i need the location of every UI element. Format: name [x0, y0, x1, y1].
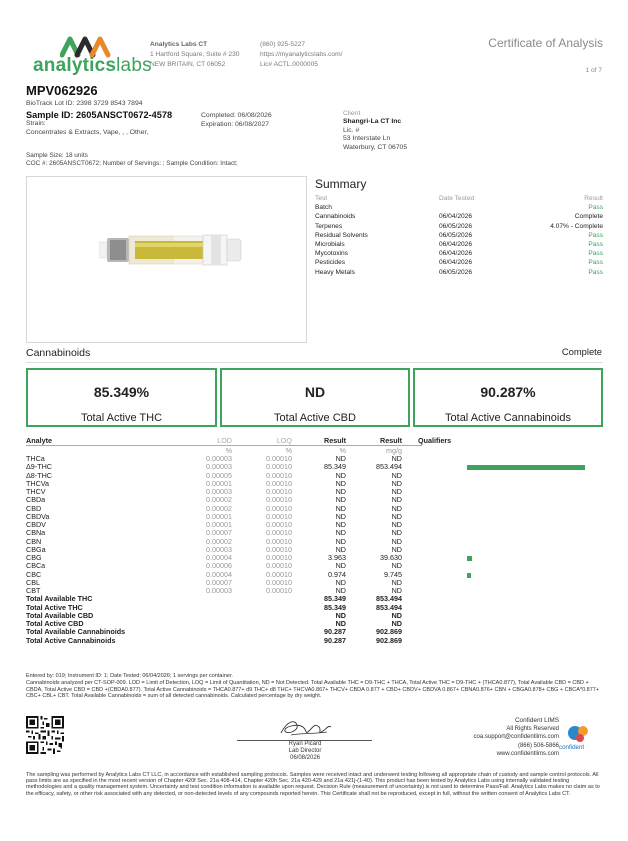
analyte-header-row [26, 436, 606, 445]
analyte-result-percent: ND [335, 470, 346, 480]
analyte-result-mgg: ND [391, 544, 402, 554]
summary-row [315, 249, 603, 258]
summary-test-result: Pass [588, 268, 603, 276]
summary-header-row [315, 194, 603, 203]
lab-name: Analytics Labs CT [150, 41, 208, 48]
analyte-lod [158, 637, 232, 645]
analyte-name: CBT [26, 586, 41, 595]
summary-test-date: 06/04/2026 [439, 240, 473, 248]
analyte-lod [158, 612, 232, 620]
completed-date: Completed: 06/08/2026 [201, 112, 272, 119]
sample-size-block [26, 152, 238, 168]
analyte-loq: 0.00010 [266, 561, 292, 571]
analyte-row [26, 587, 606, 595]
unit-result-percent: % [339, 446, 346, 455]
summary-row [315, 240, 603, 249]
summary-test-name: Mycotoxins [315, 250, 348, 258]
sample-id: Sample ID: 2605ANSCT0672-4578 [26, 110, 173, 120]
analyte-loq: 0.00010 [266, 495, 292, 505]
analyte-row [26, 579, 606, 587]
analyte-row [26, 521, 606, 529]
analyte-table [26, 436, 606, 645]
analyte-name: CBNa [26, 528, 46, 538]
analyte-name: Total Available CBD [26, 610, 94, 620]
vape-cartridge-image [99, 233, 245, 267]
client-block [343, 111, 407, 152]
analyte-result-percent: ND [335, 503, 346, 513]
analyte-lod: 0.00003 [206, 544, 232, 554]
analyte-loq: 0.00010 [266, 553, 292, 562]
analyte-result-percent: ND [335, 619, 346, 628]
summary-col-result: Result [584, 195, 603, 202]
analyte-name: CBG [26, 553, 42, 562]
analyte-loq: 0.00010 [266, 462, 292, 472]
summary-test-name: Microbials [315, 240, 345, 248]
analyte-name: CBGa [26, 544, 46, 554]
analyte-name: CBCa [26, 561, 46, 571]
document-title: Certificate of Analysis [488, 36, 603, 50]
analyte-lod: 0.00003 [206, 454, 232, 463]
analyte-lod: 0.00004 [206, 569, 232, 579]
analyte-name: Δ9-THC [26, 462, 52, 472]
analyte-result-mgg: 853.494 [376, 462, 402, 472]
lims-name: Confident LIMS [514, 717, 559, 724]
qualifier-bar [467, 573, 471, 578]
lab-contact-block [260, 40, 342, 70]
analyte-result-percent: ND [335, 544, 346, 554]
analyte-lod: 0.00007 [206, 577, 232, 587]
analyte-loq: 0.00010 [266, 577, 292, 587]
analyte-name: CBC [26, 569, 42, 579]
analyte-name: Total Active THC [26, 602, 83, 612]
analyte-lod [158, 620, 232, 628]
analyte-row [26, 513, 606, 521]
summary-test-result: 4.07% - Complete [550, 222, 603, 230]
confident-logo-text: confident [559, 744, 585, 751]
client-city: Waterbury, CT 06705 [343, 143, 408, 151]
analyte-loq: 0.00010 [266, 511, 292, 521]
total-active-cannabinoids-value: 90.287% [480, 384, 536, 400]
analyte-lod [158, 628, 232, 636]
analyte-result-percent: 85.349 [324, 602, 346, 612]
strain-label: Strain: [26, 120, 46, 127]
summary-test-result: Pass [588, 259, 603, 267]
analyte-row [26, 529, 606, 537]
analyte-name: CBL [26, 577, 40, 587]
summary-test-result: Complete [574, 213, 603, 221]
analyte-result-mgg: ND [391, 478, 402, 488]
summary-test-result: Pass [588, 250, 603, 258]
analyte-loq: 0.00010 [266, 454, 292, 463]
summary-test-date: 06/05/2026 [439, 222, 473, 230]
analyte-row [26, 488, 606, 496]
analyte-loq: 0.00010 [266, 487, 292, 496]
analyte-name: Δ8-THC [26, 470, 52, 480]
analyte-result-mgg: ND [391, 536, 402, 546]
analyte-lod: 0.00001 [206, 478, 232, 488]
analyte-row [26, 480, 606, 488]
total-active-cbd-value: ND [304, 384, 326, 400]
lims-phone: (866) 506-5866 [517, 742, 559, 749]
summary-test-date: 06/04/2026 [439, 250, 473, 258]
total-active-thc-box [26, 368, 217, 427]
analyte-result-mgg: ND [391, 503, 402, 513]
lab-phone: (860) 925-5227 [260, 41, 306, 48]
lims-block [474, 717, 559, 758]
analyte-loq [232, 595, 292, 603]
analyte-name: THCVa [26, 478, 50, 488]
analyte-loq: 0.00010 [266, 536, 292, 546]
analyte-result-mgg: 902.869 [376, 635, 402, 645]
analyte-lod [158, 604, 232, 612]
analyte-loq [232, 628, 292, 636]
summary-row [315, 222, 603, 231]
client-heading: Client [343, 110, 361, 117]
signature-date: 06/08/2026 [289, 755, 321, 761]
analyte-row [26, 612, 606, 620]
analyte-loq [232, 637, 292, 645]
expiration-date: Expiration: 06/08/2027 [201, 121, 270, 128]
signatory-name: Ryan Picard [288, 741, 322, 747]
total-active-thc-label: Total Active THC [80, 412, 163, 424]
analyte-lod: 0.00002 [206, 536, 232, 546]
analyte-result-mgg: 9.745 [384, 569, 402, 579]
qualifier-bar [467, 465, 585, 470]
analyte-loq: 0.00010 [266, 569, 292, 579]
summary-col-date: Date Tested [439, 195, 475, 202]
analyte-result-mgg: ND [391, 511, 402, 521]
coc-info: COC #: 2605ANSCT0672; Number of Servings: ; Sample Condition: Intact; [26, 160, 238, 167]
col-loq: LOQ [276, 436, 292, 445]
summary-test-date: 06/04/2026 [439, 213, 473, 221]
analyte-lod: 0.00003 [206, 487, 232, 496]
analyte-result-percent: 85.349 [324, 594, 346, 604]
summary-table [315, 194, 603, 277]
unit-loq: % [285, 446, 292, 455]
analyte-result-percent: 90.287 [324, 635, 346, 645]
analyte-result-percent: ND [335, 520, 346, 529]
summary-test-result: Pass [588, 240, 603, 248]
analyte-result-percent: ND [335, 561, 346, 571]
analyte-loq [232, 620, 292, 628]
analyte-result-mgg: 39.630 [380, 553, 402, 562]
analyte-result-mgg: ND [391, 495, 402, 505]
analyte-result-percent: ND [335, 511, 346, 521]
analyte-loq: 0.00010 [266, 478, 292, 488]
analyte-lod: 0.00001 [206, 520, 232, 529]
analyte-result-mgg: ND [391, 610, 402, 620]
analyte-name: CBDVa [26, 511, 50, 521]
analyte-result-percent: ND [335, 610, 346, 620]
summary-test-name: Heavy Metals [315, 268, 355, 276]
unit-lod: % [225, 446, 232, 455]
analyte-result-mgg: 853.494 [376, 602, 402, 612]
analyte-result-mgg: ND [391, 520, 402, 529]
analyte-row [26, 496, 606, 504]
analyte-row [26, 637, 606, 645]
analyte-loq [232, 612, 292, 620]
analyte-row [26, 571, 606, 579]
analyte-name: Total Available Cannabinoids [26, 627, 126, 637]
summary-test-result: Pass [588, 204, 603, 212]
total-active-cbd-label: Total Active CBD [274, 412, 356, 424]
cannabinoids-title: Cannabinoids [26, 347, 91, 359]
analyte-name: THCV [26, 487, 46, 496]
analyte-lod: 0.00002 [206, 495, 232, 505]
summary-test-date: 06/05/2026 [439, 231, 473, 239]
analyte-result-percent: ND [335, 536, 346, 546]
analyte-name: CBD [26, 503, 42, 513]
analyte-result-mgg: ND [391, 577, 402, 587]
cannabinoid-notes: Entered by: 019; Instrument ID: 1; Date Tested: 06/04/2026; 1 servings per container. Cannabinoids analyzed per CT-SOP-009. LOD = Limit of Detection, LOQ = Limit of Quantitation, ND = Not Detected. Total Available THC = D9-THC + THCA, Total Active THC = D9-THC + (THCA0.877), Total Available CBD = CBD + CBDA, Total Active CBD = CBD +(CBDA0.877). Total Active Cannabinoids = THCA0.877+ d9 THC+ d8 THC+ THCVA0.867+ THCV+ CBDA 0.877 + CBD+ CBDV+ CBDVA 0.867+ CBNA0.876+ CBN + CBGA0.878+ CBG + CBCA*0.877+ CBC+ CBL+ CBT. Total Available Cannabinoids = sum of all detected cannabinoids. Calculated percentage by dry weight. [26, 673, 600, 700]
lab-website-link[interactable]: https://myanalyticslabs.com/ [260, 51, 343, 58]
analyte-loq: 0.00010 [266, 503, 292, 513]
analyte-name: THCa [26, 454, 45, 463]
summary-test-result: Pass [588, 231, 603, 239]
summary-test-date: 06/04/2026 [439, 259, 473, 267]
cannabinoids-status: Complete [561, 346, 602, 357]
analyte-name: CBDa [26, 495, 46, 505]
analyte-lod: 0.00005 [206, 470, 232, 480]
summary-col-test: Test [315, 195, 328, 202]
analyte-name: Total Active CBD [26, 619, 84, 628]
analyte-lod: 0.00003 [206, 462, 232, 472]
analyte-result-percent: ND [335, 487, 346, 496]
analyte-units-row [26, 446, 606, 455]
analyte-result-percent: 3.963 [328, 553, 346, 562]
lab-address-block [150, 40, 239, 70]
analyte-row [26, 595, 606, 603]
analyte-lod: 0.00004 [206, 553, 232, 562]
client-name: Shangri-La CT Inc [343, 118, 402, 126]
analyte-loq: 0.00010 [266, 528, 292, 538]
total-active-thc-value: 85.349% [93, 384, 150, 400]
analyte-row [26, 463, 606, 471]
summary-test-name: Cannabinoids [315, 213, 356, 221]
sample-dates [201, 111, 272, 129]
col-result-mgg: Result [380, 436, 402, 445]
summary-row [315, 212, 603, 221]
analyte-name: CBN [26, 536, 42, 546]
summary-row [315, 203, 603, 212]
sample-size: Sample Size: 18 units [26, 152, 88, 159]
lab-license: Lic# ACTL.0000005 [260, 61, 318, 68]
analyte-row [26, 554, 606, 562]
analyte-name: CBDV [26, 520, 46, 529]
analyte-result-percent: 85.349 [324, 462, 346, 472]
disclaimer: The sampling was performed by Analytics Labs CT LLC, in accordance with established sampling protocols. Samples were received intact and underwent testing following all appropriate chain of custody and sample control protocols. All pass limits are as specified in the most recent version of Chapter 420f Sec. 21a 408-414, Chapter 420h Sec. 21a 420-429 and 21a 421j-(1-40). This product has been tested by Analytics Labs using internally validated testing methodologies and a quality management system. Uncertainty and test condition information is available upon request. Decision Rule (measurement of uncertainty) is not used to determine Pass/Fail. Analytics Labs makes no claim as to the efficacy, safety, or other risk associated with any detected, or non-detected levels of any compounds reported herein. This Certificate shall not be reproduced, except in full, without the written consent of Analytics Labs CT. [26, 772, 600, 797]
analyte-result-mgg: ND [391, 454, 402, 463]
lims-email-link[interactable]: coa.support@confidentlims.com [473, 734, 559, 741]
analyte-row [26, 538, 606, 546]
summary-title: Summary [315, 177, 367, 191]
analyte-result-mgg: ND [391, 619, 402, 628]
analyte-loq: 0.00010 [266, 544, 292, 554]
analyte-loq: 0.00010 [266, 520, 292, 529]
analyte-loq: 0.00010 [266, 586, 292, 595]
qualifier-bar [467, 556, 472, 561]
summary-test-date [439, 203, 527, 212]
qr-code-icon[interactable] [26, 716, 64, 754]
lab-address-line1: 1 Hartford Square, Suite # 230 [150, 51, 240, 58]
analyte-row [26, 505, 606, 513]
summary-row [315, 268, 603, 277]
total-active-cbd-box [220, 368, 410, 427]
analyte-loq [232, 604, 292, 612]
signatory-block [250, 741, 360, 762]
total-active-cannabinoids-box [413, 368, 603, 427]
analyte-row [26, 604, 606, 612]
analyte-lod: 0.00002 [206, 503, 232, 513]
analyte-result-percent: ND [335, 478, 346, 488]
analyte-result-mgg: ND [391, 487, 402, 496]
col-analyte: Analyte [26, 436, 52, 445]
lims-rights: All Rights Reserved [506, 726, 559, 733]
analyte-result-mgg: ND [391, 561, 402, 571]
sample-matrix: Concentrates & Extracts, Vape, , , Other, [26, 129, 149, 136]
col-lod: LOD [217, 436, 232, 445]
client-street: 53 Interstate Ln [343, 135, 391, 143]
logo-wordmark: analyticslabs [33, 55, 152, 76]
analyte-row [26, 472, 606, 480]
analyte-loq: 0.00010 [266, 470, 292, 480]
signature-icon [277, 715, 333, 741]
summary-test-date: 06/05/2026 [439, 268, 473, 276]
analyte-row [26, 455, 606, 463]
analyte-result-percent: 0.974 [328, 569, 346, 579]
analyte-name: Total Available THC [26, 594, 93, 604]
analyte-lod: 0.00003 [206, 586, 232, 595]
lab-address-line2: NEW BRITAIN, CT 06052 [150, 61, 226, 68]
analyte-lod: 0.00001 [206, 511, 232, 521]
analyte-row [26, 546, 606, 554]
analyte-result-mgg: ND [391, 528, 402, 538]
analyte-name: Total Active Cannabinoids [26, 635, 116, 645]
analyte-result-percent: ND [335, 586, 346, 595]
summary-test-name: Batch [315, 204, 332, 212]
col-qualifiers: Qualifiers [418, 436, 452, 445]
lims-website-link[interactable]: www.confidentlims.com [496, 750, 559, 757]
section-divider [26, 362, 603, 363]
analyte-result-percent: ND [335, 495, 346, 505]
page-number: 1 of 7 [585, 67, 602, 74]
client-license: Lic. # [343, 126, 360, 134]
summary-test-name: Pesticides [315, 259, 346, 267]
unit-result-mgg: mg/g [386, 446, 402, 455]
analyte-result-percent: ND [335, 577, 346, 587]
analyte-lod: 0.00006 [206, 561, 232, 571]
analyte-result-mgg: 853.494 [376, 594, 402, 604]
analyte-result-mgg: ND [391, 470, 402, 480]
summary-test-name: Terpenes [315, 222, 343, 230]
summary-row [315, 258, 603, 267]
analyte-lod: 0.00007 [206, 528, 232, 538]
sample-code: MPV062926 [26, 83, 98, 98]
lot-id: BioTrack Lot ID: 2398 3729 8543 7894 [26, 100, 143, 107]
analyte-result-percent: ND [335, 454, 346, 463]
analyte-result-mgg: 902.869 [376, 627, 402, 637]
analyte-result-mgg: ND [391, 586, 402, 595]
analyte-lod [158, 595, 232, 603]
analyte-row [26, 562, 606, 570]
analyte-result-percent: 90.287 [324, 627, 346, 637]
summary-test-name: Residual Solvents [315, 231, 368, 239]
total-active-cannabinoids-label: Total Active Cannabinoids [445, 412, 571, 424]
analyte-result-percent: ND [335, 528, 346, 538]
summary-row [315, 231, 603, 240]
signatory-title: Lab Director [288, 748, 322, 754]
col-result-percent: Result [324, 436, 346, 445]
